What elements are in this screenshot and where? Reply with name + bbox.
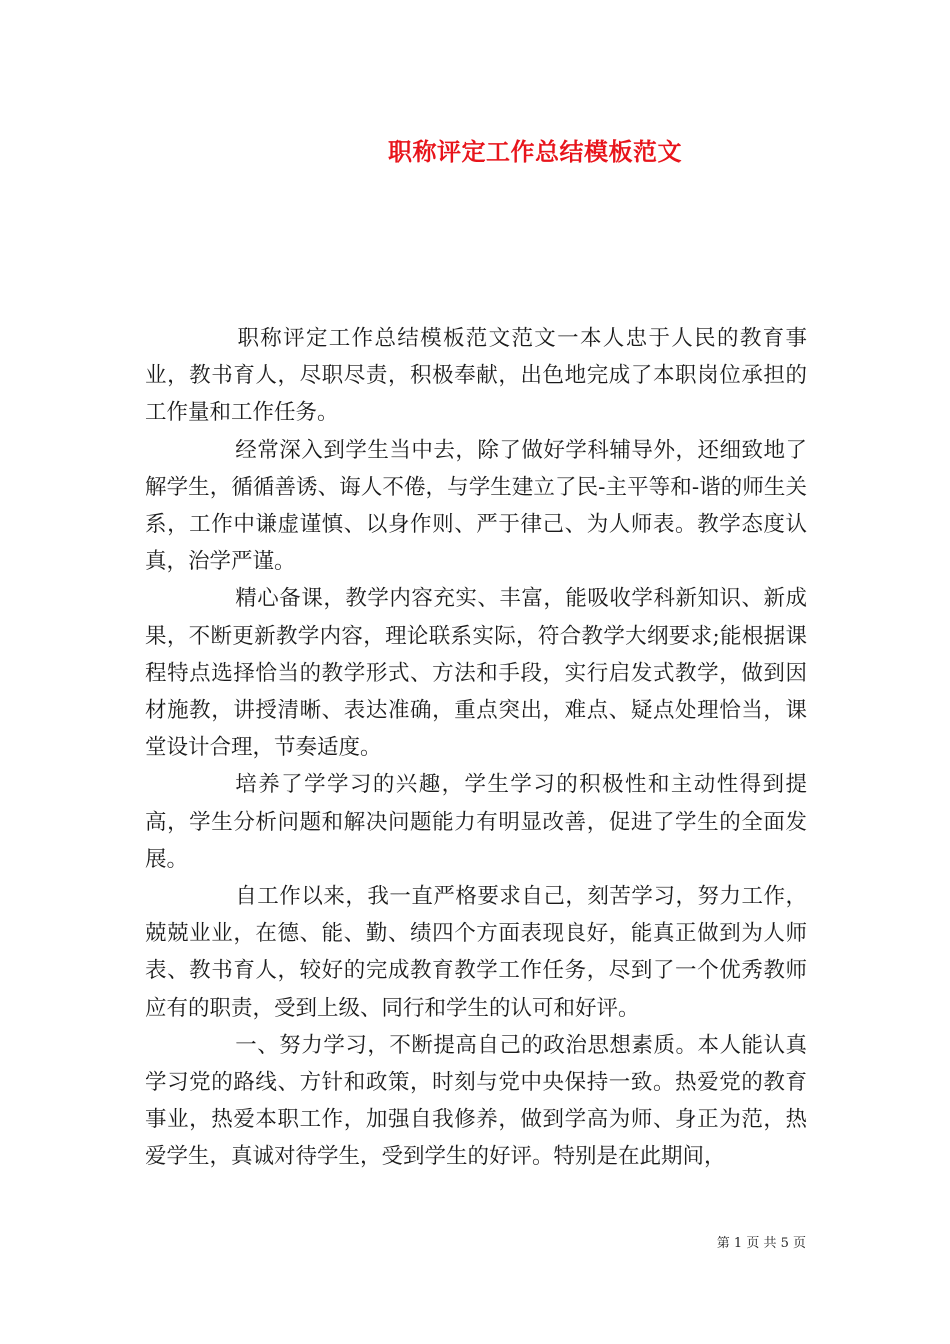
- document-title: 职称评定工作总结模板范文: [388, 137, 682, 166]
- paragraph-5: 自工作以来，我一直严格要求自己，刻苦学习，努力工作，兢兢业业，在德、能、勤、绩四个方面表现良好，能真正做到为人师表、教书育人，较好的完成教育教学工作任务，尽到了一个优秀教师应有的职责，受到上级、同行和学生的认可和好评。: [145, 884, 807, 1021]
- document-body: [145, 320, 807, 1176]
- paragraph-3: 精心备课，教学内容充实、丰富，能吸收学科新知识、新成果，不断更新教学内容，理论联系实际，符合教学大纲要求;能根据课程特点选择恰当的教学形式、方法和手段，实行启发式教学，做到因材施教，讲授清晰、表达准确，重点突出，难点、疑点处理恰当，课堂设计合理，节奏适度。: [145, 586, 807, 761]
- page-number-footer: 第 1 页 共 5 页: [716, 1236, 806, 1251]
- paragraph-4: 培养了学学习的兴趣，学生学习的积极性和主动性得到提高，学生分析问题和解决问题能力有明显改善，促进了学生的全面发展。: [145, 772, 807, 872]
- paragraph-1: 职称评定工作总结模板范文范文一本人忠于人民的教育事业，教书育人，尽职尽责，积极奉献，出色地完成了本职岗位承担的工作量和工作任务。: [145, 326, 807, 426]
- paragraph-6: 一、努力学习，不断提高自己的政治思想素质。本人能认真学习党的路线、方针和政策，时刻与党中央保持一致。热爱党的教育事业，热爱本职工作，加强自我修养，做到学高为师、身正为范，热爱学生，真诚对待学生，受到学生的好评。特别是在此期间，: [145, 1032, 807, 1170]
- paragraph-2: 经常深入到学生当中去，除了做好学科辅导外，还细致地了解学生，循循善诱、诲人不倦，与学生建立了民-主平等和-谐的师生关系，工作中谦虚谨慎、以身作则、严于律己、为人师表。教学态度认真，治学严谨。: [145, 437, 807, 575]
